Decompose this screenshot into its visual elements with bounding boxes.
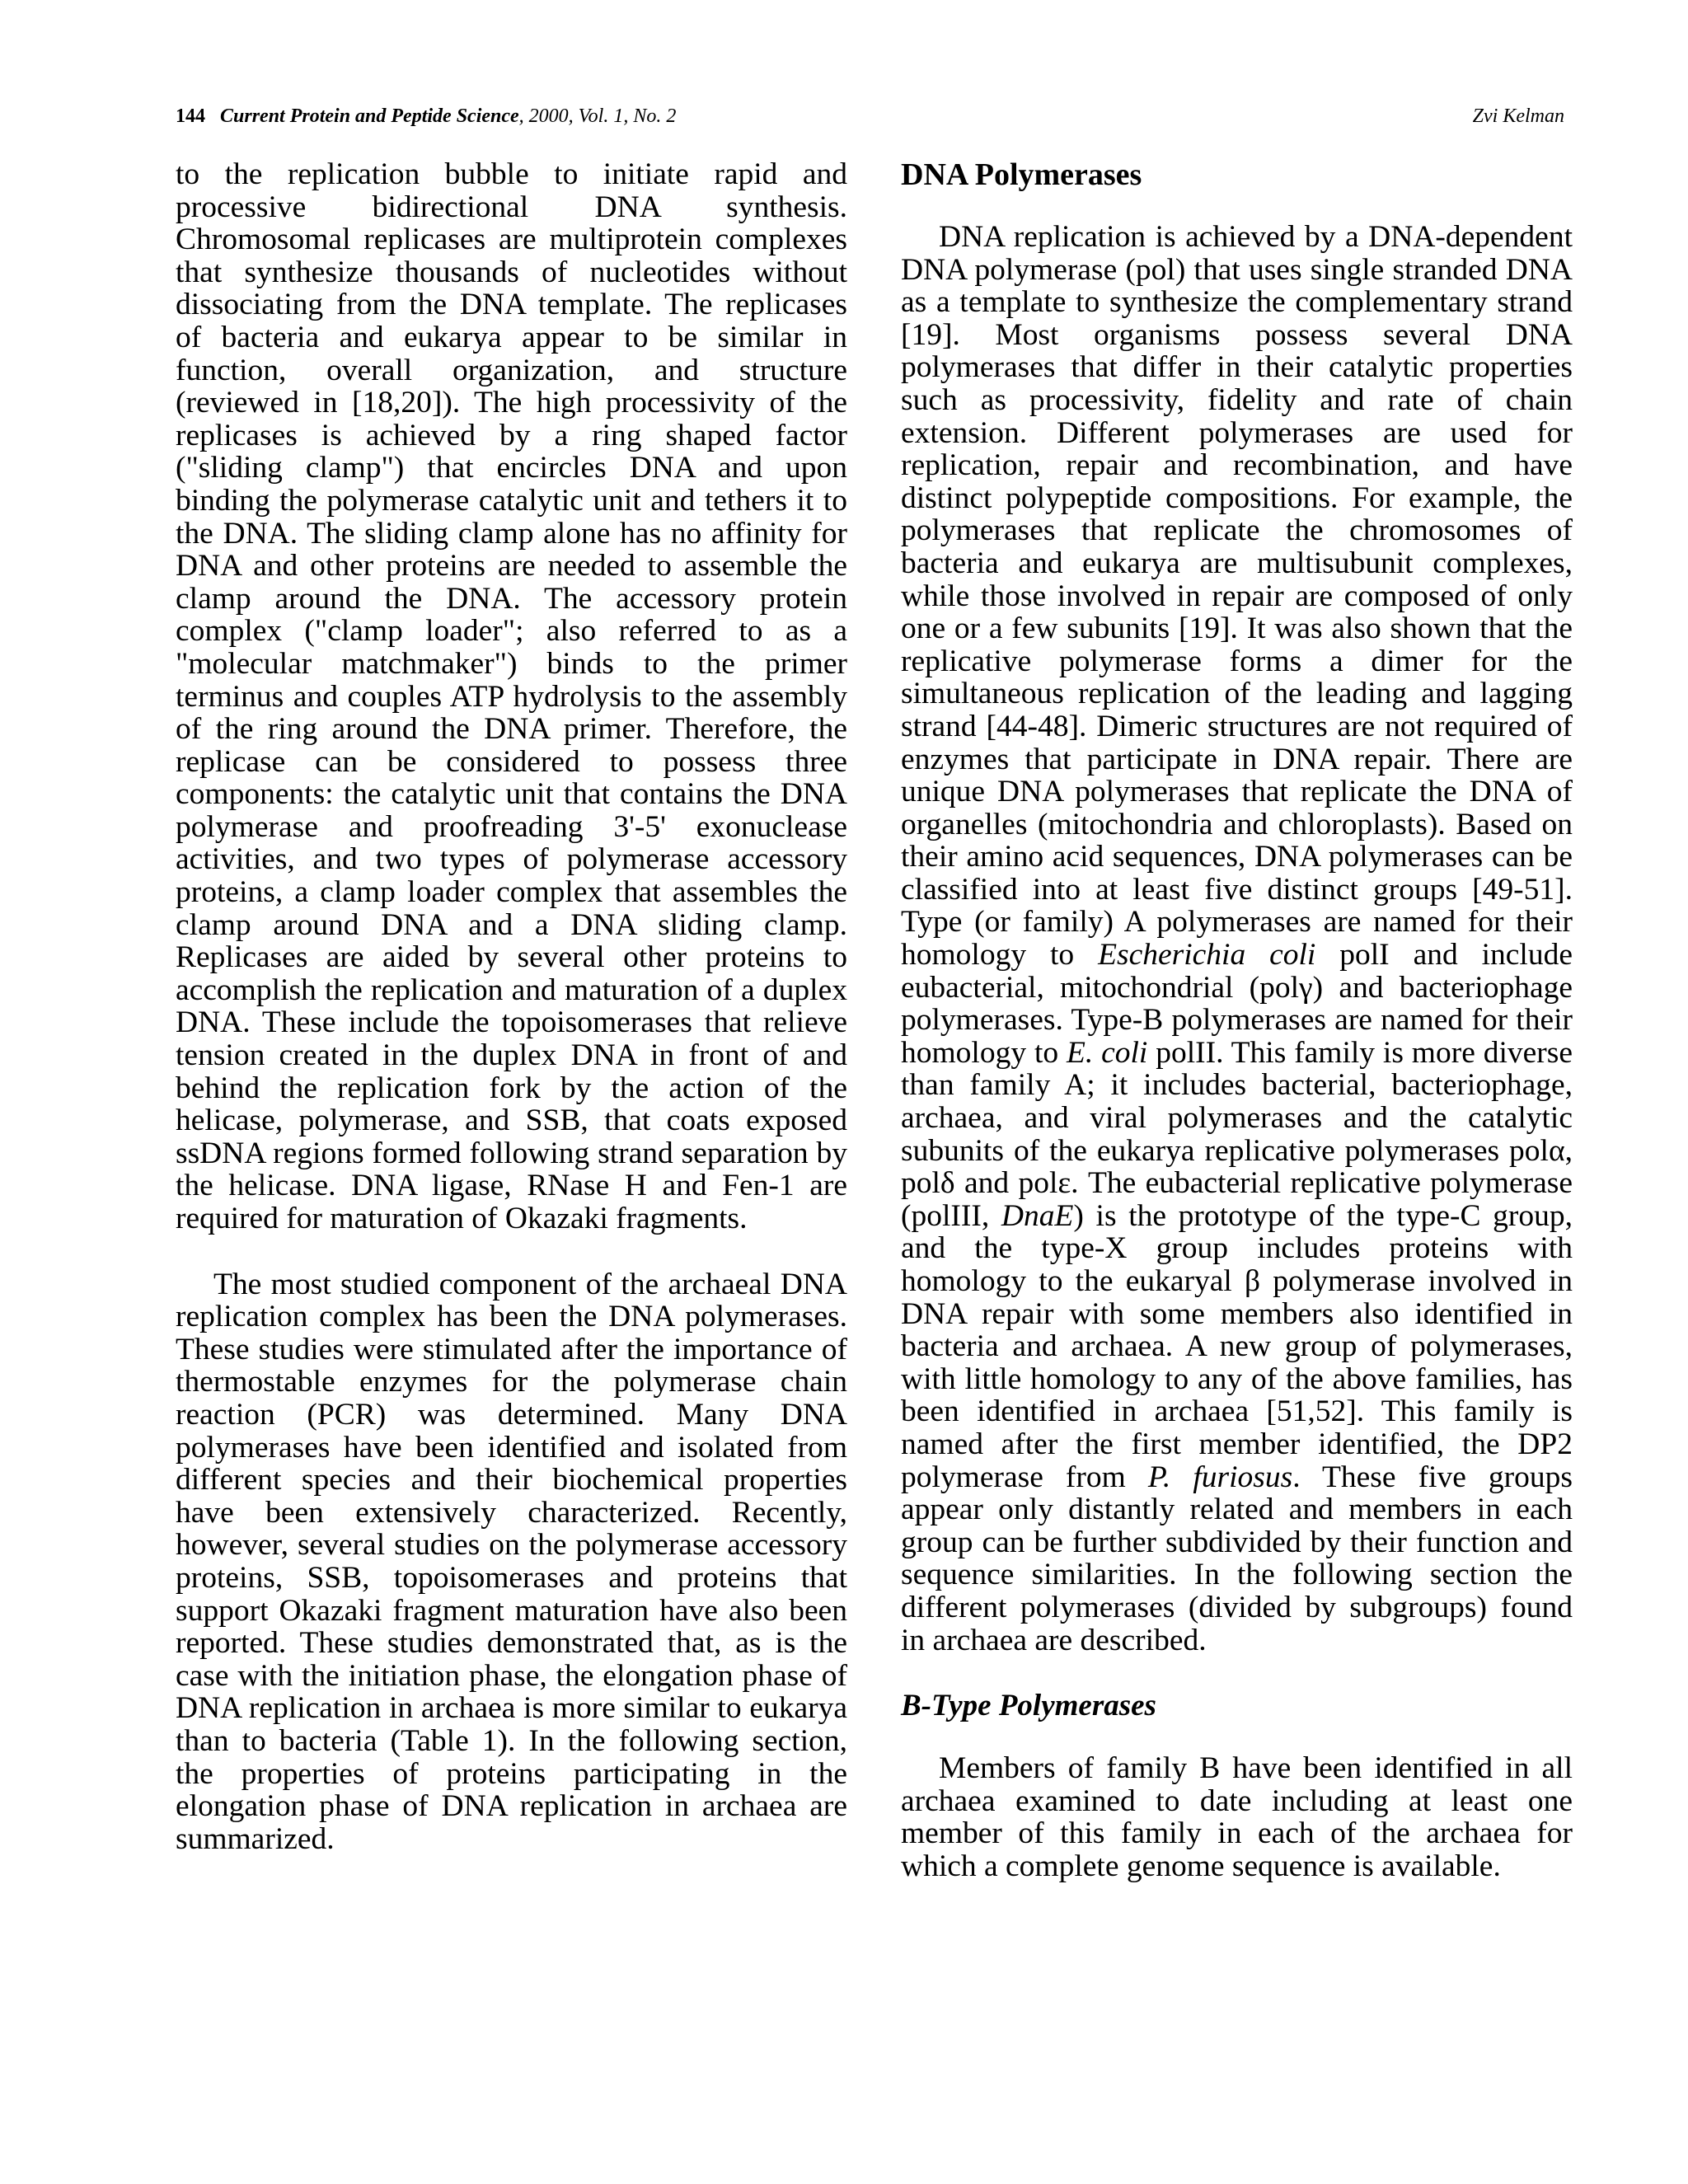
right-column xyxy=(901,158,1573,1883)
section-heading-dna-polymerases: DNA Polymerases xyxy=(901,157,1142,192)
left-paragraph-1: to the replication bubble to initiate rapid and processive bidirectional DNA synthesis. Chromosomal replicases are multiprotein complexes that synthesize thousands of nucleotides without dissociating from the DNA template. The replicases of bacteria and eukarya appear to be similar in function, overall organization, and structure (reviewed in [18,20]). The high processivity of the replicases is achieved by a ring shaped factor ("sliding clamp") that encircles DNA and upon binding the polymerase catalytic unit and tethers it to the DNA. The sliding clamp alone has no affinity for DNA and other proteins are needed to assemble the clamp around the DNA. The accessory protein complex ("clamp loader"; also referred to as a "molecular matchmaker") binds to the primer terminus and couples ATP hydrolysis to the assembly of the ring around the DNA primer. Therefore, the replicase can be considered to possess three components: the catalytic unit that contains the DNA polymerase and proofreading 3'-5' exonuclease activities, and two types of polymerase accessory proteins, a clamp loader complex that assembles the clamp around DNA and a DNA sliding clamp. Replicases are aided by several other proteins to accomplish the replication and maturation of a duplex DNA. These include the topoisomerases that relieve tension created in the duplex DNA in front of and behind the replication fork by the action of the helicase, polymerase, and SSB, that coats exposed ssDNA regions formed following strand separation by the helicase. DNA ligase, RNase H and Fen-1 are required for maturation of Okazaki fragments. xyxy=(176,157,847,1235)
right-paragraph-2: Members of family B have been identified in all archaea examined to date including at least one member of this family in each of the archaea for which a complete genome sequence is available. xyxy=(901,1751,1573,1883)
left-column xyxy=(176,158,847,1855)
italic-gene-name: DnaE xyxy=(1001,1198,1074,1233)
italic-organism-name: P. furiosus xyxy=(1147,1460,1293,1494)
left-paragraph-2: The most studied component of the archaeal DNA replication complex has been the DNA polymerases. These studies were stimulated after the importance of thermostable enzymes for the polymerase chain reaction (PCR) was determined. Many DNA polymerases have been identified and isolated from different species and their biochemical properties have been extensively characterized. Recently, however, several studies on the polymerase accessory proteins, SSB, topoisomerases and proteins that support Okazaki fragment maturation have also been reported. These studies demonstrated that, as is the case with the initiation phase, the elongation phase of DNA replication in archaea is more similar to eukarya than to bacteria (Table 1). In the following section, the properties of proteins participating in the elongation phase of DNA replication in archaea are summarized. xyxy=(176,1267,847,1856)
right-paragraph-1: DNA replication is achieved by a DNA-dependent DNA polymerase (pol) that uses single stranded DNA as a template to synthesize the complementary strand [19]. Most organisms possess several DNA polymerases that differ in their catalytic properties such as processivity, fidelity and rate of chain extension. Different polymerases are used for replication, repair and recombination, and have distinct polypeptide compositions. For example, the polymerases that replicate the chromosomes of bacteria and eukarya are multisubunit complexes, while those involved in repair are composed of only one or a few subunits [19]. It was also shown that the replicative polymerase forms a dimer for the simultaneous replication of the leading and lagging strand [44-48]. Dimeric structures are not required of enzymes that participate in DNA repair. There are unique DNA polymerases that replicate the DNA of organelles (mitochondria and chloroplasts). Based on their amino acid sequences, DNA polymerases can be classified into at least five distinct groups [49-51]. Type (or family) A polymerases are named for their homology to Escherichia coli polI and include eubacterial, mitochondrial (polγ) and bacteriophage polymerases. Type-B polymerases are named for their homology to E. coli polII. This family is more diverse than family A; it includes bacterial, bacteriophage, archaea, and viral polymerases and the catalytic subunits of the eukarya replicative polymerases polα, polδ and polε. The eubacterial replicative polymerase (polIII, DnaE) is the prototype of the type-C group, and the type-X group includes proteins with homology to the eukaryal β polymerase involved in DNA repair with some members also identified in bacteria and archaea. A new group of polymerases, with little homology to any of the above families, has been identified in archaea [51,52]. This family is named after the first member identified, the DP2 polymerase from P. furiosus. These five groups appear only distantly related and members in each group can be further subdivided by their function and sequence similarities. In the following section the different polymerases (divided by subgroups) found in archaea are described. xyxy=(901,220,1573,1657)
italic-species-abbrev: E. coli xyxy=(1066,1035,1148,1070)
page-number: 144 xyxy=(176,105,205,127)
italic-species-name: Escherichia coli xyxy=(1098,938,1316,972)
running-head xyxy=(176,105,1564,135)
subsection-heading-b-type: B-Type Polymerases xyxy=(901,1689,1156,1723)
author-name: Zvi Kelman xyxy=(1472,105,1564,127)
journal-title: Current Protein and Peptide Science xyxy=(220,105,519,127)
volume-info: , 2000, Vol. 1, No. 2 xyxy=(518,105,677,127)
